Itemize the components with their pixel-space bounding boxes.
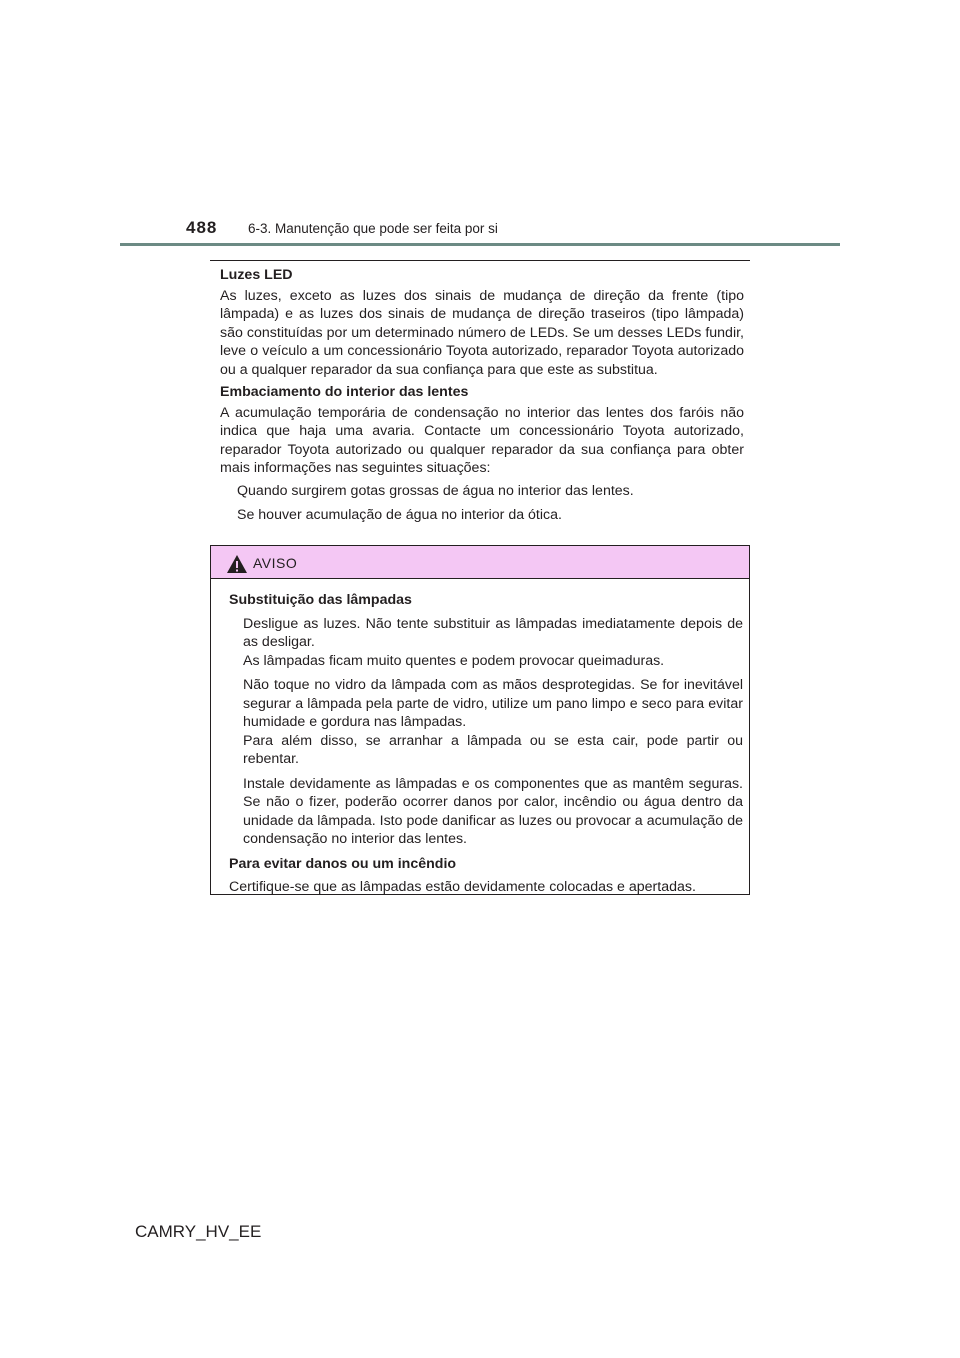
page-number: 488 <box>186 218 218 237</box>
fog-bullet: Quando surgirem gotas grossas de água no interior das lentes. <box>237 482 634 499</box>
fire-heading: Para evitar danos ou um incêndio <box>229 855 457 872</box>
warning-body <box>211 579 749 897</box>
warning-triangle-icon <box>226 554 248 574</box>
warning-title: AVISO <box>253 555 298 571</box>
warning-box <box>210 545 750 895</box>
bulb-item: Não toque no vidro da lâmpada com as mãos desprotegidas. Se for inevitável segurar a lâmpada pela parte de vidro, utilize um pano limpo e seco para evitar humidade e gordura nas lâmpadas. <box>243 677 743 730</box>
bulb-item: Desligue as luzes. Não tente substituir as lâmpadas imediatamente depois de as desligar. <box>243 615 743 650</box>
led-heading: Luzes LED <box>220 267 293 283</box>
section-title: 6-3. Manutenção que pode ser feita por si <box>248 221 498 236</box>
bulb-item: As lâmpadas ficam muito quentes e podem provocar queimaduras. <box>243 652 665 669</box>
content-top-rule <box>210 260 750 261</box>
fog-bullet: Se houver acumulação de água no interior da ótica. <box>237 507 562 523</box>
bulb-heading: Substituição das lâmpadas <box>229 592 412 608</box>
footer-model-code: CAMRY_HV_EE <box>135 1222 262 1241</box>
header-rule <box>120 243 840 246</box>
led-paragraph: As luzes, exceto as luzes dos sinais de mudança de direção da frente (tipo lâmpada) e as luzes dos sinais de mudança de direção traseiros (tipo lâmpada) são constituídas por um determinado número de LEDs. Se um desses LEDs fundir, leve o veículo a um concessionário Toyota autorizado, reparador Toyota autorizado ou a qualquer reparador da sua confiança para que este as substitua. <box>220 287 744 378</box>
warning-header <box>211 546 749 579</box>
main-content <box>220 266 744 531</box>
bulb-item: Para além disso, se arranhar a lâmpada ou se esta cair, pode partir ou rebentar. <box>243 732 743 767</box>
fog-paragraph: A acumulação temporária de condensação no interior das lentes dos faróis não indica que haja uma avaria. Contacte um concessionário Toyota autorizado, reparador Toyota autorizado ou qualquer reparador da sua confiança para obter mais informações nas seguintes situações: <box>220 404 744 476</box>
fog-heading: Embaciamento do interior das lentes <box>220 384 469 400</box>
fire-paragraph: Certifique-se que as lâmpadas estão devidamente colocadas e apertadas. <box>229 879 696 895</box>
bulb-item: Instale devidamente as lâmpadas e os componentes que as mantêm seguras. Se não o fizer, poderão ocorrer danos por calor, incêndio ou água dentro da unidade da lâmpada. Isto pode danificar as luzes ou provocar a acumulação de condensação no interior das lentes. <box>243 775 743 847</box>
